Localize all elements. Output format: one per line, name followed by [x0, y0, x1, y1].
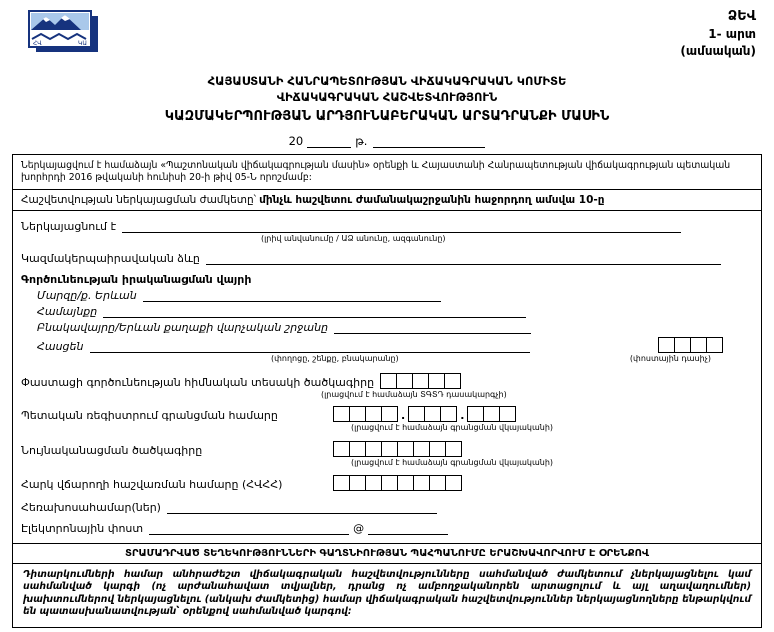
- code-box-cell[interactable]: [658, 337, 675, 353]
- register-number-label: Պետական ռեգիստրում գրանցման համարը: [21, 408, 278, 422]
- phone-row: [21, 501, 751, 514]
- svg-text:ՀՎ: ՀՎ: [33, 40, 42, 47]
- code-box-cell[interactable]: [333, 441, 350, 457]
- register-number-separator: .: [460, 408, 465, 422]
- activity-code-row: [21, 373, 751, 389]
- address-input-line[interactable]: [90, 340, 530, 353]
- presented-by-row: [21, 220, 751, 233]
- code-box-cell[interactable]: [444, 373, 461, 389]
- confidentiality-banner: ՏՐԱՄԱԴՐՎԱԾ ՏԵՂԵԿՈՒԹՅՈՒՆՆԵՐԻ ԳԱՂՏՆԻՈՒԹՅԱՆ ՊԱՀՊԱՆՈՒՄԸ ԵՐԱՇԽԱՎՈՐՎՈՒՄ Է ՕՐԵՆՔՈՎ: [13, 543, 761, 564]
- settlement-row: [37, 321, 751, 334]
- legal-form-label: Կազմակերպաիրավական ձևը: [21, 252, 200, 266]
- report-type-title: ՎԻՃԱԿԱԳՐԱԿԱՆ ՀԱՇՎԵՏՎՈՒԹՅՈՒՆ: [276, 89, 498, 104]
- report-year-line: [12, 134, 762, 148]
- code-box-cell[interactable]: [413, 475, 430, 491]
- report-subject-title: ԿԱԶՄԱԿԵՐՊՈՒԹՅԱՆ ԱՐԴՅՈՒՆԱԲԵՐԱԿԱՆ ԱՐՏԱԴՐԱՆՔԻ ՄԱՍԻՆ: [164, 109, 610, 125]
- id-code-boxes: [333, 441, 462, 457]
- postal-code-hint: (փոստային դասիչ): [629, 354, 711, 364]
- code-box-cell[interactable]: [467, 406, 484, 422]
- code-box-cell[interactable]: [706, 337, 723, 353]
- register-number-hint-row: [21, 423, 751, 433]
- register-number-separator: .: [401, 408, 406, 422]
- code-box-cell[interactable]: [428, 373, 445, 389]
- period-input-line[interactable]: [373, 136, 485, 148]
- committee-title: ՀԱՅԱՍՏԱՆԻ ՀԱՆՐԱՊԵՏՈՒԹՅԱՆ ՎԻՃԱԿԱԳՐԱԿԱՆ ԿՈՄԻՏԵ: [207, 74, 567, 88]
- region-label: Մարզը/ք. Երևան: [37, 289, 137, 303]
- code-box-cell[interactable]: [365, 441, 382, 457]
- code-box-cell[interactable]: [349, 441, 366, 457]
- deadline-label: Հաշվետվության ներկայացման ժամկետը՝: [21, 193, 257, 206]
- svg-text:ԿԱ: ԿԱ: [78, 40, 87, 47]
- form-outer-box: [12, 154, 762, 628]
- address-hint: (փողոցը, շենքը, բնակարանը): [271, 354, 399, 364]
- code-box-cell[interactable]: [349, 475, 366, 491]
- code-box-cell[interactable]: [445, 441, 462, 457]
- address-hints-row: [21, 354, 751, 364]
- code-box-cell[interactable]: [483, 406, 500, 422]
- year-suffix: թ.: [355, 133, 368, 148]
- community-row: [37, 305, 751, 318]
- liability-paragraph: Դիտարկումների համար անհրաժեշտ վիճակագրական հաշվետվությունները սահմանված ժամկետում չներկայացնելու կամ սահմանված կարգի (ոչ արժանահավատ տվյալներ, դրանց ոչ ամբողջականորեն արտացոլում և այլ աղավաղումներ) խախտումներով ներկայացնելու (անկախ ժամկետից) համար վիճակագրական հաշվետվություններ ներկայացնողները ենթարկվում են պատասխանատվության՝ օրենքով սահմանված կարգով:: [23, 568, 751, 618]
- address-label: Հասցեն: [37, 340, 84, 354]
- region-row: [37, 289, 751, 302]
- email-row: [21, 522, 751, 535]
- id-code-hint-row: [21, 458, 751, 468]
- code-box-cell[interactable]: [333, 475, 350, 491]
- code-box-cell[interactable]: [381, 475, 398, 491]
- code-box-cell[interactable]: [424, 406, 441, 422]
- code-box-cell[interactable]: [412, 373, 429, 389]
- activity-code-hint: (լրացվում է համաձայն ՏԳՏԴ դասակարգչի): [321, 389, 507, 399]
- code-box-cell[interactable]: [381, 406, 398, 422]
- email-domain-input-line[interactable]: [368, 522, 448, 535]
- region-input-line[interactable]: [143, 289, 441, 302]
- form-body: [13, 211, 761, 543]
- deadline-row: [13, 189, 761, 211]
- code-box-cell[interactable]: [397, 441, 414, 457]
- form-titles: [12, 74, 762, 126]
- register-number-row: [21, 406, 751, 422]
- code-box-cell[interactable]: [381, 441, 398, 457]
- form-code: ՁԵՎ: [727, 9, 756, 24]
- armstat-logo-image: [26, 8, 102, 56]
- year-input-line[interactable]: [307, 136, 351, 148]
- code-box-cell[interactable]: [445, 475, 462, 491]
- code-box-cell[interactable]: [365, 475, 382, 491]
- postal-code-boxes: [658, 337, 723, 353]
- id-code-label: Նույնականացման ծածկագիրը: [21, 444, 203, 458]
- form-number: 1- արտ: [708, 27, 756, 42]
- presented-by-hint: (լրիվ անվանումը / ԱՁ անունը, ազգանունը): [261, 233, 446, 243]
- register-number-hint: (լրացվում է համաձայն գրանցման վկայականի): [351, 422, 554, 432]
- code-box-cell[interactable]: [440, 406, 457, 422]
- code-box-cell[interactable]: [365, 406, 382, 422]
- location-section-header: Գործունեության իրականացման վայրի: [21, 273, 252, 287]
- activity-code-label: Փաստացի գործունեության հիմնական տեսակի ծածկագիրը: [21, 375, 375, 389]
- email-label: Էլեկտրոնային փոստ: [21, 521, 144, 535]
- activity-code-hint-row: [21, 390, 751, 400]
- code-box-cell[interactable]: [499, 406, 516, 422]
- phone-input-line[interactable]: [167, 501, 437, 514]
- activity-code-boxes: [380, 373, 461, 389]
- form-header-row: [12, 6, 762, 60]
- presented-by-hint-row: [21, 234, 751, 244]
- settlement-label: Բնակավայրը/Երևան քաղաքի վարչական շրջանը: [37, 321, 329, 335]
- legal-basis-text: Ներկայացվում է համաձայն «Պաշտոնական վիճակագրության մասին» օրենքի և Հայաստանի Հանրապետության վիճակագրության պետական խորհրդի 2016 թվականի հունիսի 20-ի թիվ 05-Ն որոշմամբ:: [21, 159, 731, 183]
- id-code-row: [21, 441, 751, 457]
- register-number-boxes-group3: [467, 406, 516, 422]
- email-local-input-line[interactable]: [149, 522, 349, 535]
- code-box-cell[interactable]: [429, 475, 446, 491]
- register-number-boxes-group2: [408, 406, 457, 422]
- legal-form-row: [21, 252, 751, 265]
- code-box-cell[interactable]: [429, 441, 446, 457]
- community-label: Համայնքը: [37, 305, 98, 319]
- tin-boxes: [333, 475, 462, 491]
- code-box-cell[interactable]: [408, 406, 425, 422]
- tin-label: Հարկ վճարողի հաշվառման համարը (ՀՎՀՀ): [21, 477, 283, 491]
- email-at-sign: @: [353, 521, 365, 535]
- code-box-cell[interactable]: [690, 337, 707, 353]
- presented-by-input-line[interactable]: [122, 220, 681, 233]
- code-box-cell[interactable]: [413, 441, 430, 457]
- register-number-boxes-group1: [333, 406, 398, 422]
- address-row: [37, 337, 751, 353]
- form-id-block: [680, 8, 758, 60]
- id-code-hint: (լրացվում է համաձայն գրանցման վկայականի): [351, 458, 554, 468]
- code-box-cell[interactable]: [349, 406, 366, 422]
- armstat-logo: [26, 8, 102, 60]
- code-box-cell[interactable]: [397, 475, 414, 491]
- tin-row: [21, 475, 751, 491]
- year-prefix: 20: [288, 133, 304, 148]
- code-box-cell[interactable]: [380, 373, 397, 389]
- community-input-line[interactable]: [103, 305, 526, 318]
- presented-by-label: Ներկայացնում է: [21, 219, 117, 233]
- code-box-cell[interactable]: [674, 337, 691, 353]
- settlement-input-line[interactable]: [334, 321, 531, 334]
- code-box-cell[interactable]: [333, 406, 350, 422]
- form-periodicity: (ամսական): [680, 43, 756, 58]
- code-box-cell[interactable]: [396, 373, 413, 389]
- legal-form-input-line[interactable]: [206, 252, 721, 265]
- deadline-value: մինչև հաշվետու ժամանակաշրջանին հաջորդող ամսվա 10-ը: [259, 193, 605, 206]
- phone-label: Հեռախոսահամար(ներ): [21, 500, 161, 514]
